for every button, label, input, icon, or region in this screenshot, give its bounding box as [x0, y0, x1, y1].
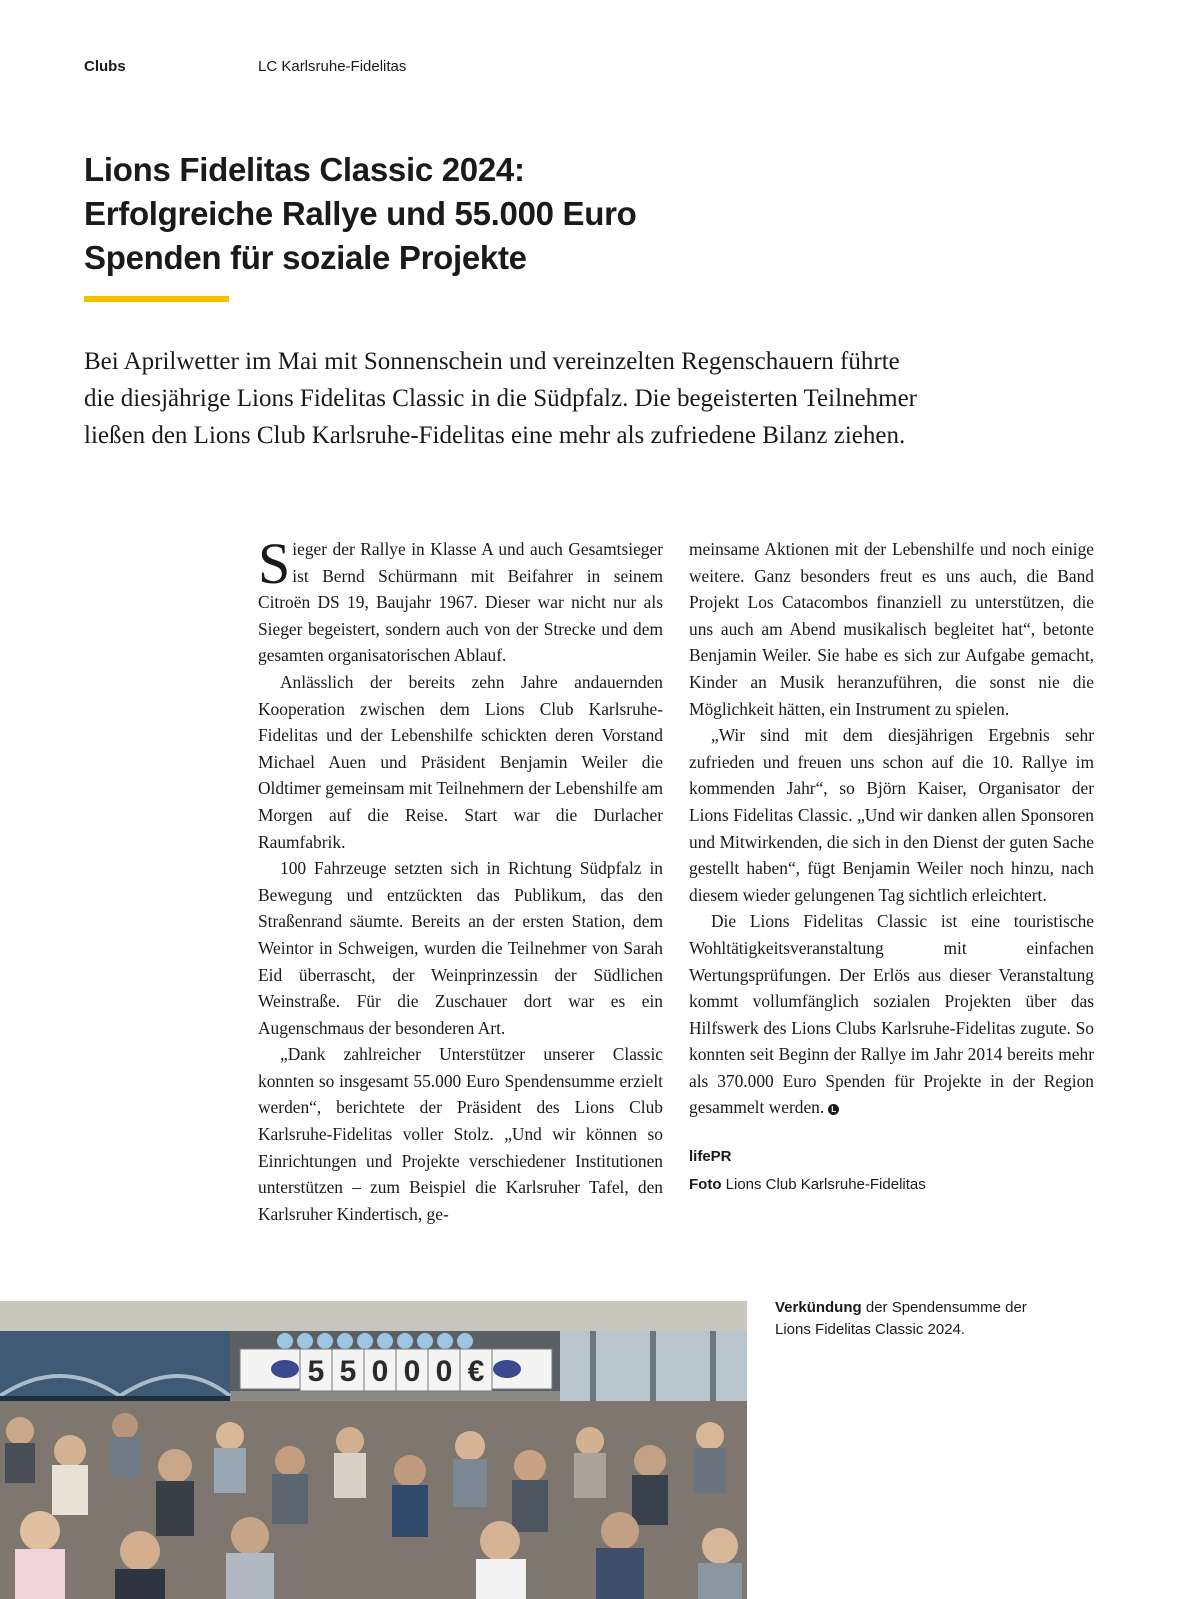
body-paragraph: „Wir sind mit dem diesjährigen Ergebnis sehr zufrieden und freuen uns schon auf die 10. Rallye im kommenden Jahr“, so Björn Kaiser, Organisator der Lions Fidelitas Classic. „Und wir danken allen Sponsoren und Mitwirkenden, die sich in den Dienst der guten Sache gestellt haben“, fügt Benjamin Weiler noch hinzu, nach diesem wieder gelungenen Tag sichtlich erleichtert.: [689, 725, 1094, 905]
end-mark-icon: L: [828, 1104, 839, 1115]
club-label: LC Karlsruhe-Fidelitas: [258, 58, 407, 75]
banner-logo: [271, 1360, 299, 1378]
body-paragraph: „Dank zahlreicher Unterstützer unserer Classic konnten so insgesamt 55.000 Euro Spendensumme erzielt werden“, berichtete der Präsident des Lions Club Karlsruhe-Fidelitas voller Stolz. „Und wir können so Einrichtungen und Projekte verschiedener Institutionen unterstützen – zum Beispiel die Karlsruher Tafel, den Karlsruher Kindertisch, ge-: [258, 1044, 663, 1224]
credits: [689, 1143, 1094, 1199]
article-headline: [84, 148, 804, 280]
running-header: [84, 58, 407, 75]
ceiling: [0, 1301, 747, 1331]
body-paragraph: Sieger der Rallye in Klasse A und auch Gesamtsieger ist Bernd Schürmann mit Beifahrer in seinem Citroën DS 19, Baujahr 1967. Dieser war nicht nur als Sieger begeistert, sondern auch von der Strecke und dem gesamten organisatorischen Ablauf.: [258, 531, 663, 666]
body-column-left: [258, 531, 663, 1227]
headline-line: Lions Fidelitas Classic 2024:: [84, 151, 525, 188]
article-lead: [84, 343, 1004, 454]
banner-digit: €: [467, 1355, 485, 1388]
body-paragraph: Anlässlich der bereits zehn Jahre andauernden Kooperation zwischen dem Lions Club Karlsruhe-Fidelitas und der Lebenshilfe schickten deren Vorstand Michael Auen und Präsident Benjamin Weiler die Oldtimer gemeinsam mit Teilnehmern der Lebenshilfe am Morgen auf die Reise. Start war die Durlacher Raumfabrik.: [258, 671, 663, 852]
caption-text: der Spendensumme der Lions Fidelitas Classic 2024.: [775, 1299, 1027, 1338]
body-paragraph: meinsame Aktionen mit der Lebenshilfe und noch einige weitere. Ganz besonders freut es uns auch, die Band Projekt Los Catacombos finanziell zu unterstützen, die uns auch am Abend musikalisch begleitet hat“, betonte Benjamin Weiler. Sie habe es sich zur Aufgabe gemacht, Kinder an Musik heranzuführen, die sonst nie die Möglichkeit hätten, ein Instrument zu spielen.: [689, 539, 1094, 719]
drop-cap: S: [258, 531, 291, 596]
headline-line: Erfolgreiche Rallye und 55.000 Euro: [84, 195, 637, 232]
photo-credit-label: Foto: [689, 1176, 722, 1194]
banner-digit: 5: [339, 1355, 357, 1388]
body-column-right: [689, 536, 1094, 1199]
banner-logo: [493, 1360, 521, 1378]
author-credit: lifePR: [689, 1148, 732, 1166]
banner-digit: 5: [307, 1355, 325, 1388]
event-photo-illustration: [0, 1301, 747, 1599]
photo-credit-source: Lions Club Karlsruhe-Fidelitas: [725, 1176, 926, 1194]
banner-digit: 0: [403, 1355, 421, 1388]
body-paragraph: 100 Fahrzeuge setzten sich in Richtung Südpfalz in Bewegung und entzückten das Publikum, das den Straßenrand säumte. Bereits an der ersten Station, dem Weintor in Schweigen, wurden die Teilnehmer von Sarah Eid überrascht, der Weinprinzessin der Südlichen Weinstraße. Für die Zuschauer dort war es ein Augenschmaus der besonderen Art.: [258, 858, 663, 1038]
accent-bar: [84, 296, 229, 302]
photo-caption: [775, 1297, 1035, 1341]
headline-line: Spenden für soziale Projekte: [84, 239, 527, 276]
lead-line: ließen den Lions Club Karlsruhe-Fidelitas eine mehr als zufriedene Bilanz ziehen.: [84, 422, 906, 449]
banner-digit: 0: [435, 1355, 453, 1388]
lead-line: die diesjährige Lions Fidelitas Classic in die Südpfalz. Die begeisterten Teilnehmer: [84, 385, 917, 412]
lead-line: Bei Aprilwetter im Mai mit Sonnenschein und vereinzelten Regenschauern führte: [84, 348, 900, 375]
caption-bold: Verkündung: [775, 1299, 862, 1316]
body-paragraph: Die Lions Fidelitas Classic ist eine touristische Wohltätigkeitsveranstaltung mit einfachen Wertungsprüfungen. Der Erlös aus dieser Veranstaltung kommt vollumfänglich sozialen Projekten über das Hilfswerk des Lions Clubs Karlsruhe-Fidelitas zugute. So konnten seit Beginn der Rallye im Jahr 2014 bereits mehr als 370.000 Euro Spenden für Projekte in der Region gesammelt werden. L: [689, 911, 1094, 1118]
event-photo: [0, 1301, 747, 1599]
section-label: Clubs: [84, 58, 126, 75]
banner-digit: 0: [371, 1355, 389, 1388]
donation-banner: [240, 1349, 552, 1391]
